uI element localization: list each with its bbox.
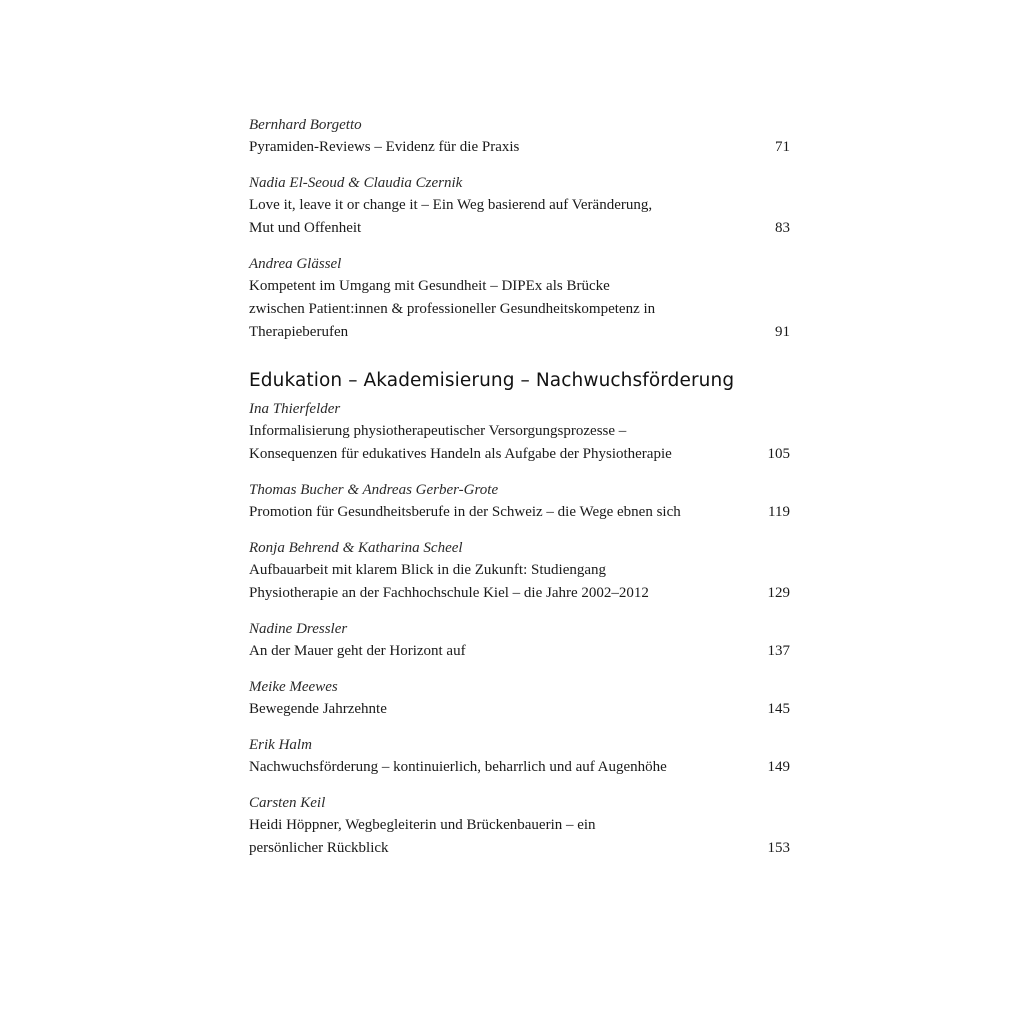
entry-title-line: persönlicher Rückblick [249,840,389,856]
entry-title-line: Konsequenzen für edukatives Handeln als Aufgabe der Physiotherapie [249,446,672,462]
toc-entries-section [249,398,790,860]
entry-title-row [249,194,790,240]
entry-title [249,559,657,605]
entry-page-number: 105 [767,446,790,462]
entry-title [249,698,395,721]
entry-title-line: zwischen Patient:innen & professioneller Gesundheitskompetenz in [249,301,656,317]
toc-entry [249,734,790,779]
toc-entry [249,253,790,344]
entry-title-row [249,559,790,605]
entry-title [249,814,604,860]
entry-title-line: Nachwuchsförderung – kontinuierlich, beharrlich und auf Augenhöhe [249,759,667,775]
entry-author: Meike Meewes [249,679,338,695]
toc-entries-top [249,114,790,344]
entry-title [249,501,689,524]
entry-title-row [249,420,790,466]
entry-author: Ina Thierfelder [249,401,341,417]
entry-title [249,275,663,344]
entry-title-row [249,275,790,344]
entry-title-line: Heidi Höppner, Wegbegleiterin und Brückenbauerin – ein [249,817,596,833]
entry-title-line: Pyramiden-Reviews – Evidenz für die Praxis [249,139,520,155]
entry-page-number: 71 [775,139,790,155]
entry-author: Bernhard Borgetto [249,117,362,133]
entry-title-line: Promotion für Gesundheitsberufe in der Schweiz – die Wege ebnen sich [249,504,681,520]
toc-entry [249,172,790,240]
entry-title-row [249,756,790,779]
toc-entry [249,479,790,524]
entry-page-number: 91 [775,324,790,340]
toc-entry [249,792,790,860]
entry-title [249,756,675,779]
entry-title-line: Kompetent im Umgang mit Gesundheit – DIPEx als Brücke [249,278,610,294]
entry-title [249,420,680,466]
entry-page-number: 119 [768,504,790,520]
entry-author: Nadia El-Seoud & Claudia Czernik [249,175,463,191]
entry-page-number: 149 [767,759,790,775]
toc-entry [249,676,790,721]
entry-title-line: Love it, leave it or change it – Ein Weg basierend auf Veränderung, [249,197,653,213]
entry-title-row [249,640,790,663]
entry-author: Carsten Keil [249,795,326,811]
entry-page-number: 145 [767,701,790,717]
entry-title-row [249,698,790,721]
entry-title-row [249,501,790,524]
section-heading: Edukation – Akademisierung – Nachwuchsförderung [249,370,735,391]
entry-page-number: 129 [767,585,790,601]
entry-page-number: 153 [767,840,790,856]
entry-author: Ronja Behrend & Katharina Scheel [249,540,463,556]
entry-title-line: Mut und Offenheit [249,220,362,236]
entry-title [249,194,660,240]
entry-author: Thomas Bucher & Andreas Gerber-Grote [249,482,499,498]
entry-title-row [249,814,790,860]
entry-page-number: 83 [775,220,790,236]
entry-title-line: An der Mauer geht der Horizont auf [249,643,466,659]
entry-page-number: 137 [767,643,790,659]
toc-entry [249,537,790,605]
entry-title-row [249,136,790,159]
toc-entry [249,114,790,159]
entry-title [249,136,527,159]
table-of-contents [249,114,790,873]
entry-title-line: Physiotherapie an der Fachhochschule Kiel – die Jahre 2002–2012 [249,585,649,601]
entry-author: Andrea Glässel [249,256,342,272]
entry-author: Erik Halm [249,737,312,753]
entry-title [249,640,474,663]
entry-title-line: Therapieberufen [249,324,349,340]
entry-title-line: Aufbauarbeit mit klarem Blick in die Zukunft: Studiengang [249,562,607,578]
entry-title-line: Bewegende Jahrzehnte [249,701,387,717]
entry-author: Nadine Dressler [249,621,348,637]
toc-entry [249,398,790,466]
entry-title-line: Informalisierung physiotherapeutischer Versorgungsprozesse – [249,423,627,439]
toc-entry [249,618,790,663]
